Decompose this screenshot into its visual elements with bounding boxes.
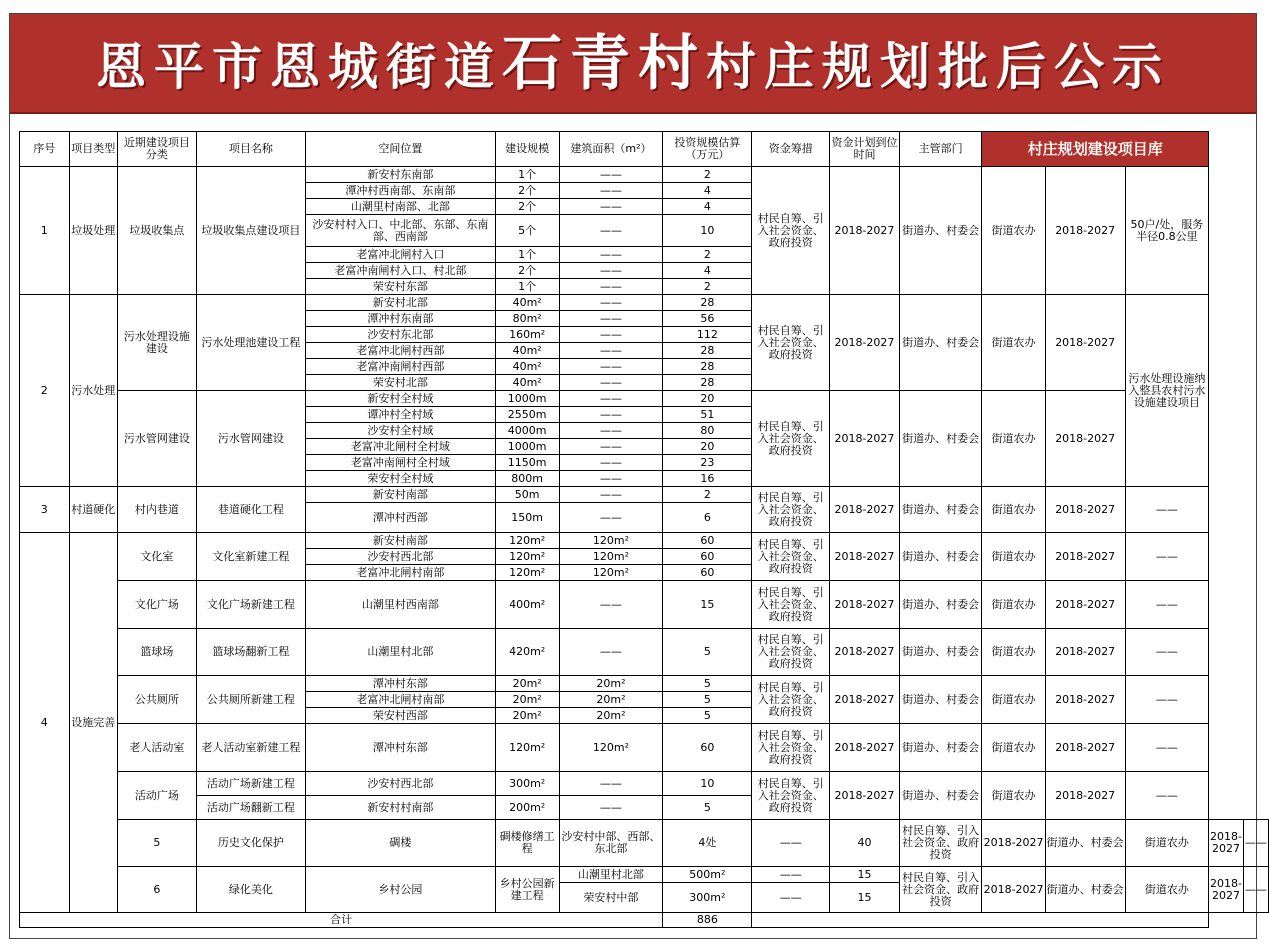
table-row — [20, 867, 1269, 883]
cell-type: 设施完善 — [69, 533, 118, 913]
cell-invest: 60 — [663, 565, 752, 581]
cell-name: 篮球场翻新工程 — [196, 629, 305, 676]
cell-location: 新安村南部 — [305, 487, 495, 503]
cell-library-period: 2018-2027 — [1209, 867, 1244, 913]
cell-library-period: 2018-2027 — [1045, 391, 1125, 487]
cell-area: —— — [559, 343, 663, 359]
cell-seq: 5 — [118, 820, 197, 867]
cell-invest: 2 — [663, 279, 752, 295]
cell-invest: 6 — [663, 503, 752, 533]
cell-funding: 村民自筹、引入社会资金、政府投资 — [752, 581, 830, 629]
cell-invest: 60 — [663, 724, 752, 772]
cell-agency: 街道农办 — [982, 487, 1045, 533]
table-row — [20, 676, 1269, 692]
cell-name: 碉楼修缮工程 — [495, 820, 559, 867]
cell-seq: 1 — [20, 167, 70, 295]
cell-invest: 4 — [663, 199, 752, 215]
cell-invest: 2 — [663, 487, 752, 503]
cell-scale: 20m² — [495, 676, 559, 692]
table-row — [20, 533, 1269, 549]
cell-location: 沙安村东北部 — [305, 327, 495, 343]
cell-note: —— — [1125, 724, 1208, 772]
cell-invest: 80 — [663, 423, 752, 439]
cell-location: 新安村北部 — [305, 295, 495, 311]
cell-location: 潭冲村东南部 — [305, 311, 495, 327]
cell-invest: 60 — [663, 549, 752, 565]
cell-location: 沙安村西北部 — [305, 772, 495, 796]
cell-category: 乡村公园 — [305, 867, 495, 913]
cell-category: 篮球场 — [118, 629, 197, 676]
cell-funding: 村民自筹、引入社会资金、政府投资 — [752, 629, 830, 676]
header-type: 项目类型 — [69, 132, 118, 167]
cell-agency: 街道农办 — [982, 724, 1045, 772]
cell-funding: 村民自筹、引入社会资金、政府投资 — [899, 820, 982, 867]
cell-scale: 1000m — [495, 391, 559, 407]
cell-area: —— — [559, 199, 663, 215]
total-value: 886 — [663, 913, 752, 928]
cell-dept: 街道办、村委会 — [899, 167, 982, 295]
title-part2: 村庄规划批后公示 — [706, 37, 1170, 96]
cell-period: 2018-2027 — [982, 820, 1045, 867]
cell-name: 文化室新建工程 — [196, 533, 305, 581]
cell-area: —— — [559, 796, 663, 820]
cell-funding: 村民自筹、引入社会资金、政府投资 — [752, 772, 830, 820]
cell-area: —— — [559, 359, 663, 375]
cell-scale: 400m² — [495, 581, 559, 629]
cell-note: —— — [1125, 629, 1208, 676]
cell-area: 120m² — [559, 565, 663, 581]
cell-location: 潭冲村西南部、东南部 — [305, 183, 495, 199]
cell-location: 老富冲北闸村入口 — [305, 247, 495, 263]
cell-area: —— — [559, 327, 663, 343]
cell-area: —— — [752, 820, 830, 867]
cell-funding: 村民自筹、引入社会资金、政府投资 — [752, 724, 830, 772]
cell-area: —— — [559, 581, 663, 629]
cell-location: 荣安村西部 — [305, 708, 495, 724]
cell-location: 潭冲村东部 — [305, 676, 495, 692]
cell-funding: 村民自筹、引入社会资金、政府投资 — [752, 167, 830, 295]
cell-location: 潭冲村西部 — [305, 503, 495, 533]
cell-area: —— — [559, 407, 663, 423]
cell-area: —— — [559, 263, 663, 279]
cell-location: 老富冲北闸村南部 — [305, 565, 495, 581]
cell-area: 120m² — [559, 724, 663, 772]
cell-location: 潭冲村东部 — [305, 724, 495, 772]
cell-scale: 40m² — [495, 375, 559, 391]
cell-category: 老人活动室 — [118, 724, 197, 772]
cell-scale: 300m² — [495, 772, 559, 796]
cell-scale: 50m — [495, 487, 559, 503]
cell-location: 老富冲北闸村南部 — [305, 692, 495, 708]
cell-agency: 街道农办 — [1125, 820, 1208, 867]
cell-area: 20m² — [559, 676, 663, 692]
cell-invest: 2 — [663, 247, 752, 263]
cell-location: 沙安村全村域 — [305, 423, 495, 439]
cell-category: 污水管网建设 — [118, 391, 197, 487]
cell-note: —— — [1244, 867, 1269, 913]
cell-name: 文化广场新建工程 — [196, 581, 305, 629]
table-row — [20, 772, 1269, 796]
header-row — [20, 132, 1269, 167]
cell-period: 2018-2027 — [830, 676, 900, 724]
cell-dept: 街道办、村委会 — [899, 295, 982, 391]
cell-location: 山潮里村北部 — [305, 629, 495, 676]
cell-seq: 3 — [20, 487, 70, 533]
cell-funding: 村民自筹、引入社会资金、政府投资 — [752, 487, 830, 533]
cell-area: —— — [752, 867, 830, 883]
page-title — [10, 14, 1256, 114]
cell-invest: 5 — [663, 796, 752, 820]
cell-invest: 5 — [663, 692, 752, 708]
title-banner — [10, 14, 1256, 114]
cell-invest: 28 — [663, 295, 752, 311]
cell-category: 污水处理设施建设 — [118, 295, 197, 391]
header-location: 空间位置 — [305, 132, 495, 167]
cell-location: 沙安村中部、西部、东北部 — [559, 820, 663, 867]
table-row — [20, 167, 1269, 183]
cell-area: —— — [559, 215, 663, 247]
cell-period: 2018-2027 — [830, 295, 900, 391]
cell-dept: 街道办、村委会 — [1045, 867, 1125, 913]
cell-location: 老富冲南闸村入口、村北部 — [305, 263, 495, 279]
cell-dept: 街道办、村委会 — [899, 629, 982, 676]
cell-scale: 120m² — [495, 724, 559, 772]
cell-scale: 120m² — [495, 549, 559, 565]
cell-library-period: 2018-2027 — [1209, 820, 1244, 867]
cell-scale: 300m² — [663, 883, 752, 913]
cell-scale: 40m² — [495, 343, 559, 359]
cell-location: 新安村全村域 — [305, 391, 495, 407]
cell-dept: 街道办、村委会 — [899, 581, 982, 629]
cell-invest: 5 — [663, 629, 752, 676]
table-row — [20, 724, 1269, 772]
cell-library-period: 2018-2027 — [1045, 676, 1125, 724]
cell-scale: 80m² — [495, 311, 559, 327]
cell-invest: 16 — [663, 471, 752, 487]
cell-category: 公共厕所 — [118, 676, 197, 724]
cell-agency: 街道农办 — [982, 676, 1045, 724]
cell-location: 荣安村东部 — [305, 279, 495, 295]
cell-name: 公共厕所新建工程 — [196, 676, 305, 724]
cell-invest: 15 — [830, 883, 900, 913]
header-category: 近期建设项目分类 — [118, 132, 197, 167]
cell-scale: 120m² — [495, 533, 559, 549]
cell-scale: 5个 — [495, 215, 559, 247]
cell-location: 老富冲北闸村全村域 — [305, 439, 495, 455]
cell-scale: 120m² — [495, 565, 559, 581]
cell-invest: 40 — [830, 820, 900, 867]
cell-location: 老富冲南闸村西部 — [305, 359, 495, 375]
cell-type: 污水处理 — [69, 295, 118, 487]
header-scale: 建设规模 — [495, 132, 559, 167]
cell-invest: 15 — [830, 867, 900, 883]
cell-seq: 4 — [20, 533, 70, 913]
cell-agency: 街道农办 — [982, 167, 1045, 295]
table-row — [20, 487, 1269, 503]
cell-dept: 街道办、村委会 — [899, 676, 982, 724]
cell-area: —— — [559, 247, 663, 263]
cell-agency: 街道农办 — [982, 533, 1045, 581]
cell-category: 碉楼 — [305, 820, 495, 867]
cell-location: 新安村南部 — [305, 533, 495, 549]
cell-agency: 街道农办 — [982, 629, 1045, 676]
cell-period: 2018-2027 — [830, 487, 900, 533]
cell-invest: 28 — [663, 375, 752, 391]
cell-location: 山潮里村南部、北部 — [305, 199, 495, 215]
cell-type: 绿化美化 — [196, 867, 305, 913]
cell-name: 污水处理池建设工程 — [196, 295, 305, 391]
cell-location: 山潮里村北部 — [559, 867, 663, 883]
cell-note: —— — [1125, 676, 1208, 724]
cell-location: 新安村东南部 — [305, 167, 495, 183]
cell-name: 污水管网建设 — [196, 391, 305, 487]
cell-invest: 20 — [663, 439, 752, 455]
cell-category: 村内巷道 — [118, 487, 197, 533]
cell-area: —— — [559, 167, 663, 183]
cell-area: 120m² — [559, 549, 663, 565]
header-dept: 主管部门 — [899, 132, 982, 167]
cell-invest: 15 — [663, 581, 752, 629]
cell-dept: 街道办、村委会 — [899, 724, 982, 772]
cell-scale: 2个 — [495, 199, 559, 215]
cell-scale: 1个 — [495, 167, 559, 183]
cell-area: —— — [559, 375, 663, 391]
cell-location: 新安村村南部 — [305, 796, 495, 820]
header-seq: 序号 — [20, 132, 70, 167]
cell-location: 山潮里村西南部 — [305, 581, 495, 629]
cell-invest: 51 — [663, 407, 752, 423]
cell-invest: 4 — [663, 183, 752, 199]
header-funding: 资金筹措 — [752, 132, 830, 167]
cell-library-period: 2018-2027 — [1045, 533, 1125, 581]
total-row — [20, 913, 1269, 928]
cell-library-period: 2018-2027 — [1045, 772, 1125, 820]
cell-period: 2018-2027 — [830, 772, 900, 820]
cell-invest: 23 — [663, 455, 752, 471]
cell-invest: 4 — [663, 263, 752, 279]
cell-category: 文化室 — [118, 533, 197, 581]
cell-scale: 1个 — [495, 247, 559, 263]
cell-area: 20m² — [559, 692, 663, 708]
cell-invest: 112 — [663, 327, 752, 343]
cell-funding: 村民自筹、引入社会资金、政府投资 — [899, 867, 982, 913]
cell-name: 巷道硬化工程 — [196, 487, 305, 533]
cell-library-period: 2018-2027 — [1045, 581, 1125, 629]
cell-area: —— — [559, 279, 663, 295]
cell-scale: 1000m — [495, 439, 559, 455]
cell-type: 历史文化保护 — [196, 820, 305, 867]
table-row — [20, 629, 1269, 676]
cell-location: 荣安村全村域 — [305, 471, 495, 487]
header-name: 项目名称 — [196, 132, 305, 167]
cell-invest: 28 — [663, 343, 752, 359]
cell-library-period: 2018-2027 — [1045, 487, 1125, 533]
cell-area: —— — [559, 183, 663, 199]
cell-funding: 村民自筹、引入社会资金、政府投资 — [752, 533, 830, 581]
cell-invest: 2 — [663, 167, 752, 183]
cell-name: 活动广场翻新工程 — [196, 796, 305, 820]
cell-area: —— — [559, 629, 663, 676]
cell-scale: 420m² — [495, 629, 559, 676]
cell-area: 20m² — [559, 708, 663, 724]
cell-scale: 500m² — [663, 867, 752, 883]
cell-period: 2018-2027 — [830, 724, 900, 772]
cell-seq: 6 — [118, 867, 197, 913]
project-table — [19, 131, 1269, 928]
cell-invest: 10 — [663, 772, 752, 796]
header-project-library: 村庄规划建设项目库 — [982, 132, 1209, 167]
cell-agency: 街道农办 — [982, 581, 1045, 629]
total-empty — [752, 913, 1209, 928]
cell-dept: 街道办、村委会 — [899, 487, 982, 533]
cell-area: —— — [559, 439, 663, 455]
cell-seq: 2 — [20, 295, 70, 487]
cell-scale: 2个 — [495, 183, 559, 199]
cell-library-period: 2018-2027 — [1045, 629, 1125, 676]
cell-scale: 2550m — [495, 407, 559, 423]
cell-invest: 28 — [663, 359, 752, 375]
title-village: 石青村 — [502, 29, 706, 99]
cell-scale: 20m² — [495, 708, 559, 724]
cell-area: —— — [559, 295, 663, 311]
cell-invest: 20 — [663, 391, 752, 407]
cell-period: 2018-2027 — [830, 391, 900, 487]
cell-scale: 200m² — [495, 796, 559, 820]
cell-period: 2018-2027 — [830, 533, 900, 581]
cell-category: 活动广场 — [118, 772, 197, 820]
cell-period: 2018-2027 — [830, 167, 900, 295]
cell-scale: 1个 — [495, 279, 559, 295]
cell-location: 老富冲南闸村全村域 — [305, 455, 495, 471]
cell-scale: 4000m — [495, 423, 559, 439]
cell-scale: 1150m — [495, 455, 559, 471]
cell-dept: 街道办、村委会 — [899, 772, 982, 820]
cell-category: 文化广场 — [118, 581, 197, 629]
cell-type: 垃圾处理 — [69, 167, 118, 295]
cell-note: —— — [1125, 533, 1208, 581]
cell-funding: 村民自筹、引入社会资金、政府投资 — [752, 391, 830, 487]
cell-note: 污水处理设施纳入整县农村污水设施建设项目 — [1125, 295, 1208, 487]
cell-scale: 160m² — [495, 327, 559, 343]
cell-area: —— — [752, 883, 830, 913]
cell-invest: 5 — [663, 708, 752, 724]
cell-location: 老富冲北闸村西部 — [305, 343, 495, 359]
cell-scale: 40m² — [495, 295, 559, 311]
cell-dept: 街道办、村委会 — [1045, 820, 1125, 867]
cell-location: 沙安村村入口、中北部、东部、东南部、西南部 — [305, 215, 495, 247]
cell-note: 50户/处，服务半径0.8公里 — [1125, 167, 1208, 295]
table-row — [20, 820, 1269, 867]
total-label: 合计 — [20, 913, 663, 928]
cell-period: 2018-2027 — [830, 581, 900, 629]
table-row — [20, 391, 1269, 407]
cell-area: —— — [559, 311, 663, 327]
cell-invest: 5 — [663, 676, 752, 692]
cell-area: —— — [559, 455, 663, 471]
cell-agency: 街道农办 — [982, 295, 1045, 391]
cell-period: 2018-2027 — [982, 867, 1045, 913]
header-invest: 投资规模估算（万元） — [663, 132, 752, 167]
title-part1: 恩平市恩城街道 — [96, 37, 502, 96]
cell-area: —— — [559, 391, 663, 407]
cell-note: —— — [1125, 581, 1208, 629]
cell-invest: 10 — [663, 215, 752, 247]
cell-dept: 街道办、村委会 — [899, 391, 982, 487]
cell-scale: 40m² — [495, 359, 559, 375]
cell-library-period: 2018-2027 — [1045, 295, 1125, 391]
cell-note: —— — [1125, 487, 1208, 533]
cell-funding: 村民自筹、引入社会资金、政府投资 — [752, 676, 830, 724]
cell-area: —— — [559, 503, 663, 533]
cell-library-period: 2018-2027 — [1045, 724, 1125, 772]
cell-category: 垃圾收集点 — [118, 167, 197, 295]
cell-invest: 56 — [663, 311, 752, 327]
header-period: 资金计划到位时间 — [830, 132, 900, 167]
cell-name: 垃圾收集点建设项目 — [196, 167, 305, 295]
header-area: 建筑面积（m²） — [559, 132, 663, 167]
cell-invest: 60 — [663, 533, 752, 549]
cell-scale: 2个 — [495, 263, 559, 279]
cell-note: —— — [1244, 820, 1269, 867]
cell-scale: 800m — [495, 471, 559, 487]
cell-type: 村道硬化 — [69, 487, 118, 533]
cell-area: —— — [559, 471, 663, 487]
cell-location: 荣安村中部 — [559, 883, 663, 913]
cell-scale: 20m² — [495, 692, 559, 708]
cell-name: 活动广场新建工程 — [196, 772, 305, 796]
cell-agency: 街道农办 — [1125, 867, 1208, 913]
cell-area: —— — [559, 487, 663, 503]
table-row — [20, 581, 1269, 629]
cell-agency: 街道农办 — [982, 772, 1045, 820]
table-row — [20, 295, 1269, 311]
cell-scale: 150m — [495, 503, 559, 533]
cell-location: 荣安村北部 — [305, 375, 495, 391]
cell-scale: 4处 — [663, 820, 752, 867]
cell-funding: 村民自筹、引入社会资金、政府投资 — [752, 295, 830, 391]
cell-area: —— — [559, 772, 663, 796]
cell-library-period: 2018-2027 — [1045, 167, 1125, 295]
cell-period: 2018-2027 — [830, 629, 900, 676]
cell-agency: 街道农办 — [982, 391, 1045, 487]
cell-area: —— — [559, 423, 663, 439]
cell-name: 老人活动室新建工程 — [196, 724, 305, 772]
cell-area: 120m² — [559, 533, 663, 549]
cell-location: 谭冲村全村域 — [305, 407, 495, 423]
cell-dept: 街道办、村委会 — [899, 533, 982, 581]
cell-note: —— — [1125, 772, 1208, 820]
cell-location: 沙安村西北部 — [305, 549, 495, 565]
cell-name: 乡村公园新建工程 — [495, 867, 559, 913]
